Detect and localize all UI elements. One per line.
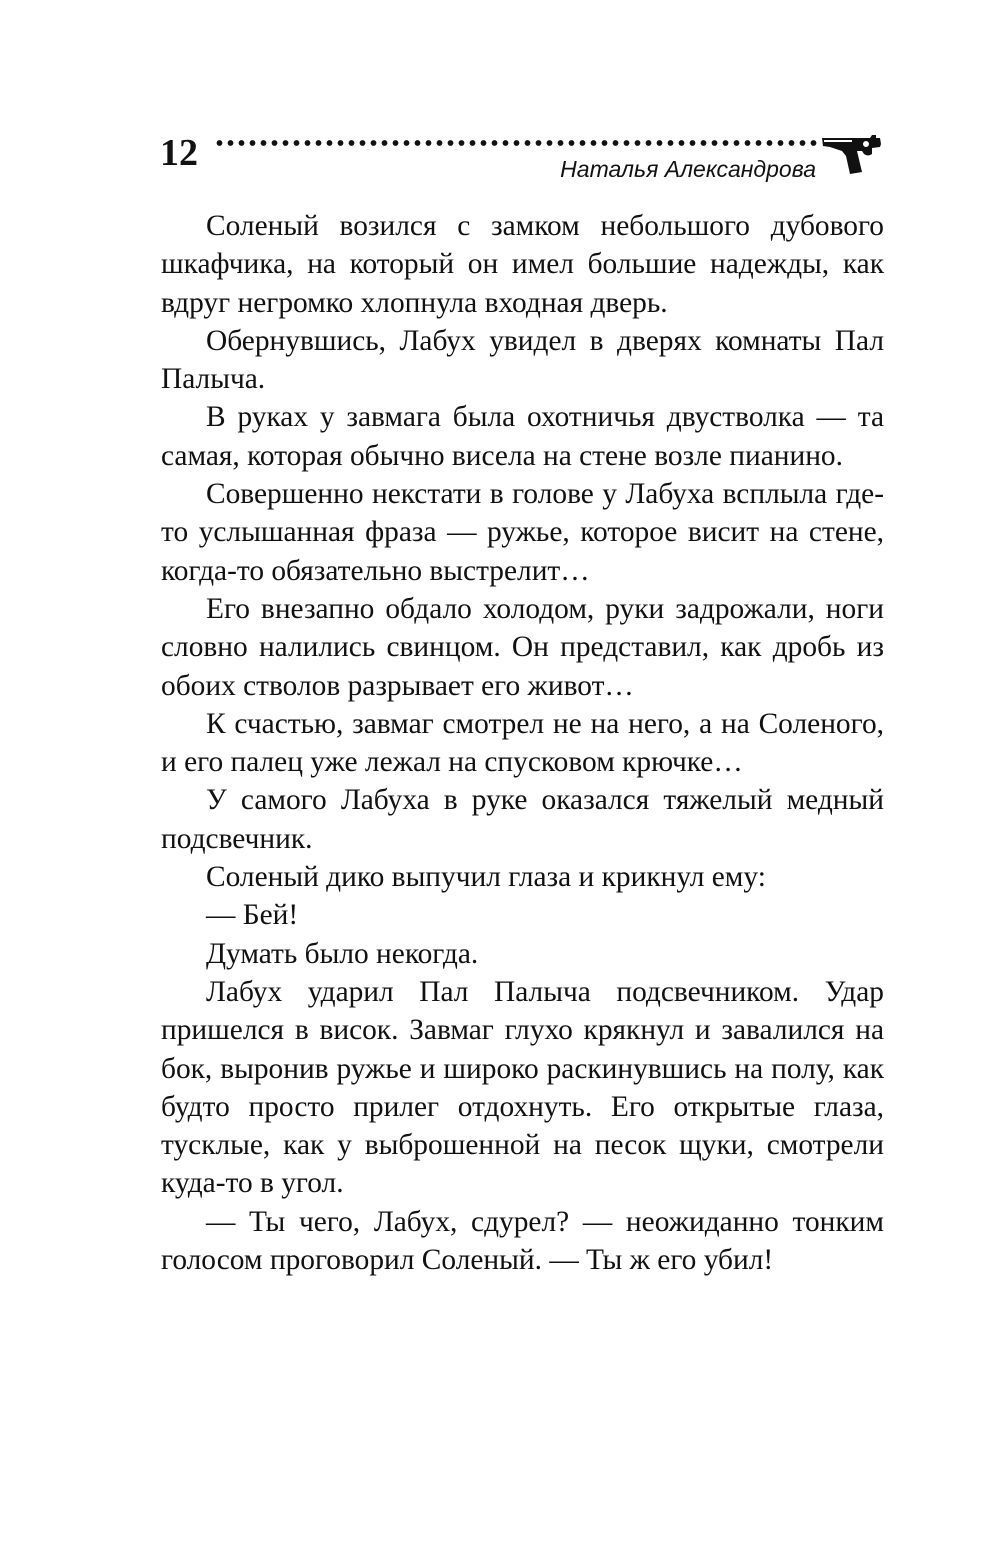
paragraph: К счастью, завмаг смотрел не на него, а на Соленого, и его палец уже лежал на спусковом крючке… — [161, 707, 884, 779]
page-number: 12 — [160, 132, 198, 174]
dialogue-line: — Ты чего, Лабух, сдурел? — неожиданно тонким голосом проговорил Соленый. — Ты ж его убил! — [161, 1205, 884, 1277]
dialogue-line: — Бей! — [206, 899, 299, 932]
revolver-icon — [820, 134, 884, 176]
dotted-rule — [214, 136, 820, 150]
body-text — [161, 207, 884, 1279]
paragraph: Лабух ударил Пал Палыча подсвечником. Удар пришелся в висок. Завмаг глухо крякнул и завалился на бок, выронив ружье и широко раскинувшись на полу, как будто просто прилег отдохнуть. Его открытые глаза, тусклые, как у выброшенной на песок щуки, смотрели куда-то в угол. — [161, 975, 884, 1200]
paragraph: Соленый дико выпучил глаза и крикнул ему: — [206, 861, 766, 894]
paragraph: Соленый возился с замком небольшого дубового шкафчика, на который он имел большие надежды, как вдруг негромко хлопнула входная дверь. — [161, 210, 884, 319]
paragraph: Обернувшись, Лабух увидел в дверях комнаты Пал Палыча. — [161, 324, 884, 396]
paragraph: Совершенно некстати в голове у Лабуха всплыла где-то услышанная фраза — ружье, которое висит на стене, когда-то обязательно выстрелит… — [161, 478, 884, 587]
paragraph: Его внезапно обдало холодом, руки задрожали, ноги словно налились свинцом. Он представил, как дробь из обоих стволов разрывает его живот… — [161, 592, 884, 702]
paragraph: У самого Лабуха в руке оказался тяжелый медный подсвечник. — [161, 784, 884, 855]
paragraph: В руках у завмага была охотничья двустволка — та самая, которая обычно висела на стене возле пианино. — [161, 401, 884, 472]
running-head-author: Наталья Александрова — [560, 156, 816, 182]
paragraph: Думать было некогда. — [206, 937, 479, 970]
